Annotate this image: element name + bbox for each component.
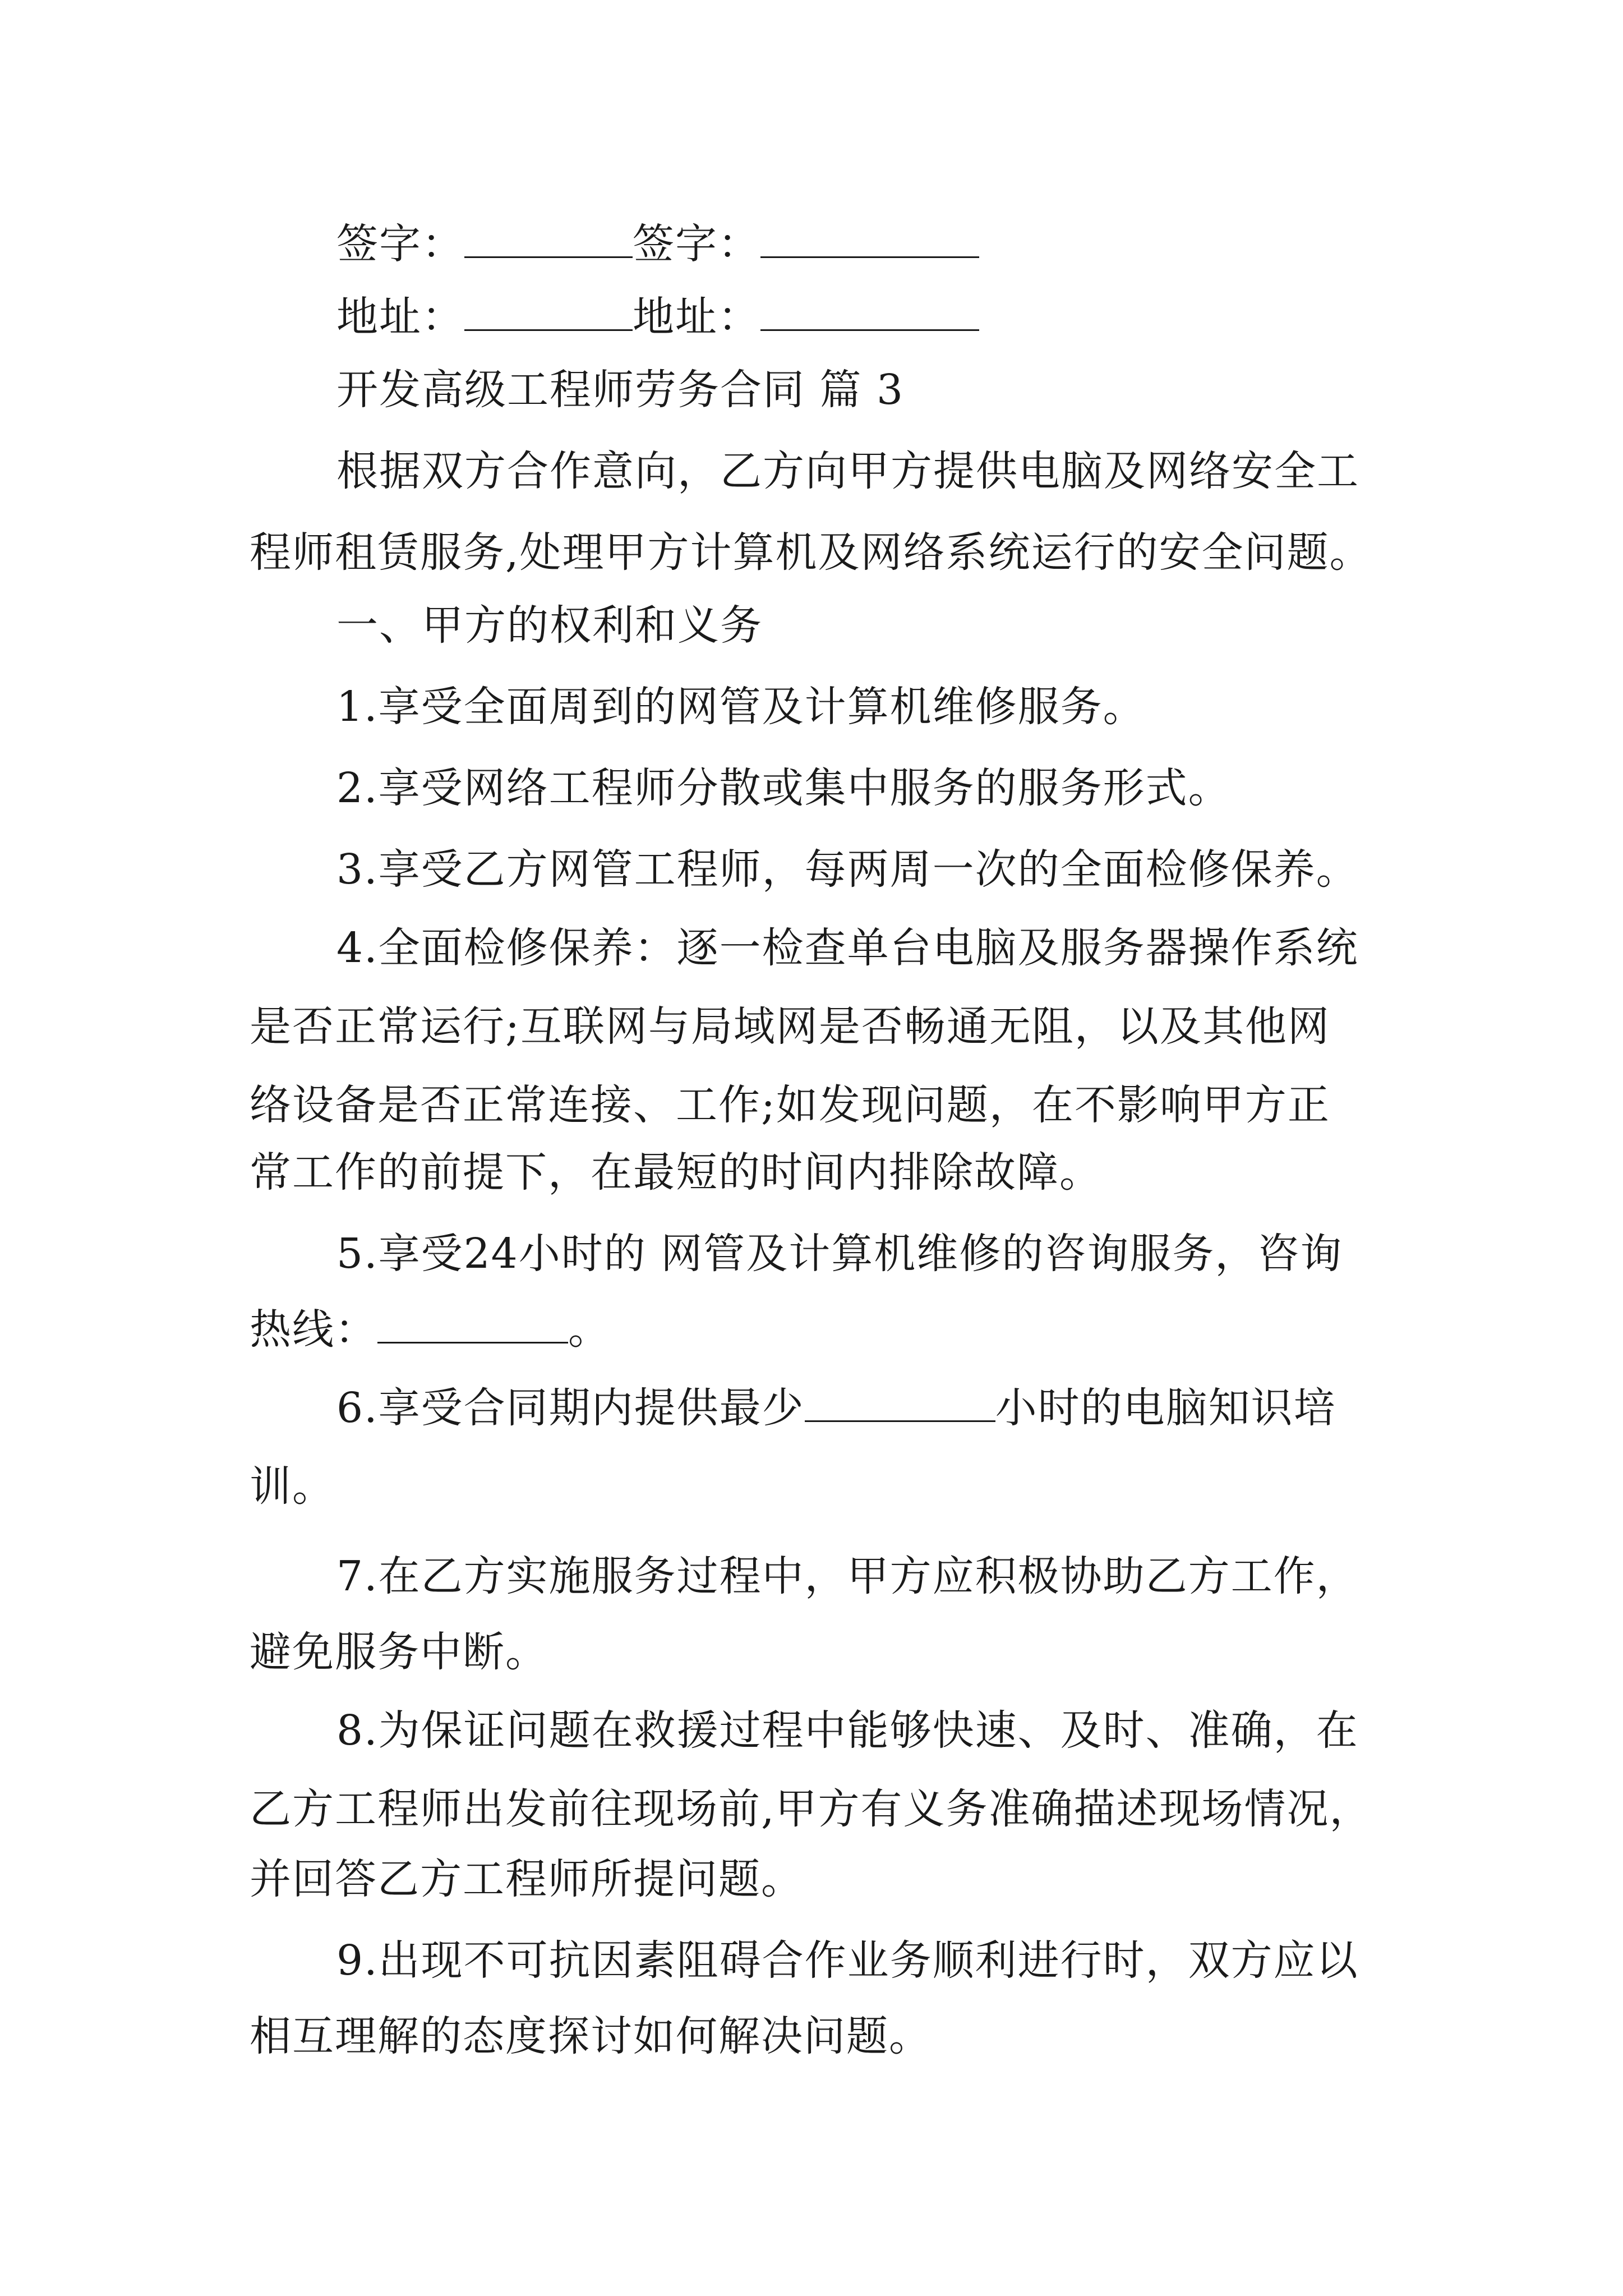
item-9-line-1: 9.出现不可抗因素阻碍合作业务顺利进行时，双方应以 (336, 1936, 1359, 1985)
party-b-address-label: 地址： (633, 293, 760, 341)
item-9-line-2: 相互理解的态度探讨如何解决问题。 (250, 2012, 932, 2060)
heading-rights-obligations: 一、甲方的权利和义务 (336, 601, 763, 650)
item-2: 2.享受网络工程师分散或集中服务的服务形式。 (336, 764, 1231, 812)
item-4-line-2: 是否正常运行;互联网与局域网是否畅通无阻，以及其他网 (250, 1002, 1330, 1051)
intro-line-2: 程师租赁服务,处理甲方计算机及网络系统运行的安全问题。 (250, 528, 1372, 577)
item-3: 3.享受乙方网管工程师，每两周一次的全面检修保养。 (336, 845, 1359, 894)
item-8-line-3: 并回答乙方工程师所提问题。 (250, 1855, 804, 1903)
address-row (336, 289, 1388, 345)
item-4-line-4: 常工作的前提下，在最短的时间内排除故障。 (250, 1148, 1102, 1197)
item-5-line-1: 5.享受24小时的 网管及计算机维修的咨询服务，咨询 (336, 1230, 1343, 1278)
item-6-line-1 (336, 1380, 1388, 1436)
item-6-text-b: 小时的电脑知识培 (995, 1384, 1336, 1432)
party-b-sign-blank (760, 220, 979, 258)
party-b-sign-label: 签字： (633, 220, 760, 268)
section-title: 开发高级工程师劳务合同 篇 3 (336, 366, 905, 414)
intro-line-1: 根据双方合作意向，乙方向甲方提供电脑及网络安全工 (336, 447, 1359, 495)
item-6-text-a: 6.享受合同期内提供最少 (336, 1384, 805, 1432)
item-4-line-1: 4.全面检修保养：逐一检查单台电脑及服务器操作系统 (336, 924, 1359, 972)
hotline-label: 热线： (250, 1305, 377, 1354)
item-1: 1.享受全面周到的网管及计算机维修服务。 (336, 683, 1146, 731)
hotline-blank (377, 1306, 568, 1343)
hotline-period: 。 (568, 1305, 611, 1354)
item-6-line-2: 训。 (250, 1462, 335, 1511)
item-8-line-2: 乙方工程师出发前往现场前,甲方有义务准确描述现场情况， (250, 1785, 1372, 1833)
party-a-address-label: 地址： (336, 293, 464, 341)
item-7-line-2: 避免服务中断。 (250, 1628, 548, 1676)
training-hours-blank (805, 1384, 995, 1422)
party-b-address-blank (760, 293, 979, 331)
item-7-line-1: 7.在乙方实施服务过程中，甲方应积极协助乙方工作， (336, 1552, 1359, 1600)
item-4-line-3: 络设备是否正常连接、工作;如发现问题，在不影响甲方正 (250, 1081, 1330, 1129)
party-a-address-blank (464, 293, 633, 331)
item-8-line-1: 8.为保证问题在救援过程中能够快速、及时、准确，在 (336, 1706, 1359, 1755)
party-a-sign-label: 签字： (336, 220, 464, 268)
item-5-line-2 (250, 1301, 1388, 1358)
party-a-sign-blank (464, 220, 633, 258)
signature-row (336, 216, 1388, 272)
